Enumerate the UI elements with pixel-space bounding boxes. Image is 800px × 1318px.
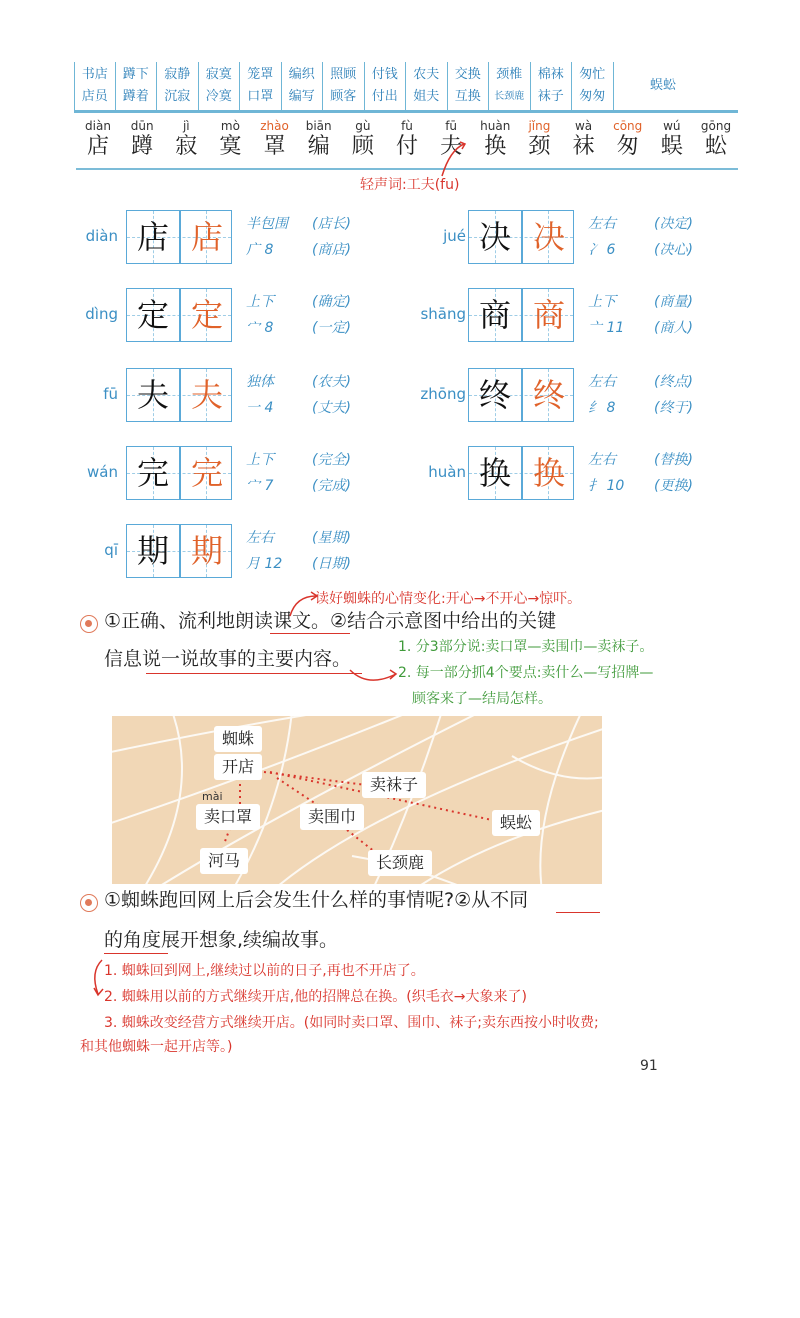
char-radical-strokes: 一 4: [246, 400, 274, 416]
char-structure: 上下: [246, 294, 274, 310]
pinyin: dūn: [130, 119, 154, 133]
char-pinyin: dìng: [85, 305, 118, 323]
word-entry: 蹲下: [122, 67, 149, 82]
character: 蹲: [131, 134, 154, 159]
char-word: (一定): [312, 320, 351, 336]
word-entry: 编写: [288, 89, 315, 104]
pinyin-char-pair: [120, 118, 164, 160]
word-table: [74, 62, 738, 110]
underline: [104, 953, 168, 954]
character: 蜈: [660, 134, 683, 159]
char-word: (农夫): [312, 374, 351, 390]
char-model: 夫: [136, 376, 169, 414]
node-spider: 蜘蛛: [214, 726, 262, 752]
char-practice-box: [126, 368, 232, 422]
word-entry: 编织: [288, 67, 315, 82]
char-radical-strokes: 广 8: [246, 242, 274, 258]
word-entry: 笼罩: [247, 67, 274, 82]
char-model: 期: [136, 532, 169, 570]
pinyin: cōng: [613, 119, 643, 133]
char-structure-info: [246, 525, 282, 577]
pinyin: fū: [445, 119, 458, 133]
char-model: 店: [136, 218, 169, 256]
char-radical-strokes: 月 12: [246, 556, 283, 572]
char-word: (星期): [312, 530, 351, 546]
task2-red-4: 和其他蜘蛛一起开店等。): [80, 1039, 233, 1055]
word-entry: 蜈蚣: [649, 78, 676, 93]
word-entry: 交换: [454, 67, 481, 82]
task1-green-2: 2. 每一部分抓4个要点:卖什么—写招牌—: [398, 665, 654, 681]
pinyin-char-pair: [517, 118, 561, 160]
char-pinyin: diàn: [85, 227, 118, 245]
character: 蚣: [704, 134, 727, 159]
char-trace: 期: [190, 532, 223, 570]
arrow-annotation: [348, 660, 400, 690]
char-word: (决定): [654, 216, 693, 232]
pinyin-char-pair: [385, 118, 429, 160]
char-words: [654, 447, 693, 499]
word-entry: 袜子: [537, 89, 564, 104]
char-pinyin: shāng: [420, 305, 466, 323]
pinyin: huàn: [480, 119, 511, 133]
char-structure: 上下: [246, 452, 274, 468]
char-structure: 独体: [246, 374, 274, 390]
task2-line1: ①蜘蛛跑回网上后会发生什么样的事情呢?②从不同: [104, 889, 529, 911]
word-entry: 店员: [81, 89, 108, 104]
word-entry: 匆匆: [579, 89, 606, 104]
node-open-shop: 开店: [214, 754, 262, 780]
task-icon: [80, 615, 98, 633]
word-table-cell: [406, 62, 448, 110]
spiderweb-background: [112, 716, 602, 884]
light-tone-note: 轻声词:工夫(fu): [360, 177, 460, 193]
arrow-annotation: [440, 140, 470, 180]
char-radical-strokes: 宀 8: [246, 320, 274, 336]
char-pinyin: qī: [104, 541, 118, 559]
word-table-cell: [572, 62, 614, 110]
character: 寞: [219, 134, 242, 159]
char-radical-strokes: 纟 8: [588, 400, 616, 416]
pinyin-char-pair: [694, 118, 738, 160]
char-word: (丈夫): [312, 400, 351, 416]
char-trace: 换: [532, 454, 565, 492]
char-word: (商店): [312, 242, 351, 258]
char-practice-box: [126, 288, 232, 342]
char-words: [312, 525, 351, 577]
char-pinyin: jué: [443, 227, 466, 245]
word-table-cell: [199, 62, 241, 110]
node-giraffe: 长颈鹿: [368, 850, 432, 876]
page-number: 91: [640, 1058, 658, 1074]
word-entry: 付出: [371, 89, 398, 104]
word-table-cell: [116, 62, 158, 110]
char-structure: 左右: [588, 452, 616, 468]
char-radical-strokes: 扌 10: [588, 478, 625, 494]
char-word: (终于): [654, 400, 693, 416]
char-practice-box: [126, 210, 232, 264]
word-entry: 长颈鹿: [494, 91, 525, 102]
char-words: [312, 211, 351, 263]
char-word: (替换): [654, 452, 693, 468]
task-icon: [80, 894, 98, 912]
word-table-cell: [489, 62, 531, 110]
char-pinyin: huàn: [428, 463, 466, 481]
character: 袜: [572, 134, 595, 159]
word-entry: 顾客: [330, 89, 357, 104]
word-table-cell: [531, 62, 573, 110]
task1-green-1: 1. 分3部分说:卖口罩—卖围巾—卖袜子。: [398, 639, 654, 655]
char-word: (完全): [312, 452, 351, 468]
char-words: [654, 211, 693, 263]
task2-line2: 的角度展开想象,续编故事。: [104, 929, 339, 951]
pinyin: fù: [401, 119, 413, 133]
word-entry: 蹲着: [122, 89, 149, 104]
pinyin-char-pair: [562, 118, 606, 160]
char-words: [312, 369, 351, 421]
char-model: 决: [478, 218, 511, 256]
task2-red-3: 3. 蜘蛛改变经营方式继续开店。(如同时卖口罩、围巾、袜子;卖东西按小时收费;: [104, 1015, 599, 1031]
char-radical-strokes: 宀 7: [246, 478, 274, 494]
char-word: (日期): [312, 556, 351, 572]
word-table-cell: [448, 62, 490, 110]
character: 颈: [528, 134, 551, 159]
character: 店: [86, 134, 109, 159]
char-word: (终点): [654, 374, 693, 390]
char-trace: 商: [532, 296, 565, 334]
pinyin-row: [76, 118, 738, 160]
char-structure-info: [588, 447, 624, 499]
pinyin: diàn: [85, 119, 111, 133]
divider: [76, 168, 738, 170]
char-practice-box: [468, 446, 574, 500]
underline: [270, 633, 350, 634]
char-practice-box: [468, 210, 574, 264]
char-model: 完: [136, 454, 169, 492]
char-word: (确定): [312, 294, 351, 310]
word-entry: 寂寞: [205, 67, 232, 82]
character: 寂: [175, 134, 198, 159]
pinyin: zhào: [260, 119, 289, 133]
pinyin: gù: [355, 119, 371, 133]
char-pinyin: wán: [87, 463, 118, 481]
word-entry: 照顾: [330, 67, 357, 82]
pinyin-char-pair: [297, 118, 341, 160]
char-structure: 左右: [588, 216, 616, 232]
underline: [146, 673, 362, 674]
char-structure-info: [588, 369, 616, 421]
word-entry: 冷寞: [205, 89, 232, 104]
char-practice-box: [126, 524, 232, 578]
char-practice-box: [126, 446, 232, 500]
task1-annotation: 读好蜘蛛的心情变化:开心→不开心→惊吓。: [315, 591, 582, 607]
pinyin: biān: [305, 119, 332, 133]
char-structure-info: [246, 369, 274, 421]
pinyin-char-pair: [164, 118, 208, 160]
char-structure: 左右: [588, 374, 616, 390]
story-diagram: [112, 716, 602, 884]
word-entry: 颈椎: [496, 67, 523, 82]
pinyin: gōng: [700, 119, 732, 133]
char-structure-info: [246, 289, 274, 341]
char-words: [312, 447, 351, 499]
char-word: (更换): [654, 478, 693, 494]
word-entry: 书店: [81, 67, 108, 82]
char-model: 定: [136, 296, 169, 334]
word-entry: 付钱: [371, 67, 398, 82]
char-practice-box: [468, 368, 574, 422]
char-structure: 上下: [588, 294, 616, 310]
task2-red-1: 1. 蜘蛛回到网上,继续过以前的日子,再也不开店了。: [104, 963, 425, 979]
word-table-cell: [365, 62, 407, 110]
pinyin-char-pair: [76, 118, 120, 160]
word-entry: 棉袜: [537, 67, 564, 82]
char-trace: 完: [190, 454, 223, 492]
word-entry: 口罩: [247, 89, 274, 104]
pinyin-char-pair: [208, 118, 252, 160]
pinyin: wú: [663, 119, 681, 133]
char-model: 终: [478, 376, 511, 414]
pinyin-char-pair: [341, 118, 385, 160]
character: 顾: [351, 134, 374, 159]
char-trace: 定: [190, 296, 223, 334]
word-entry: 农夫: [413, 67, 440, 82]
task2-red-2: 2. 蜘蛛用以前的方式继续开店,他的招牌总在换。(织毛衣→大象来了): [104, 989, 527, 1005]
char-word: (商量): [654, 294, 693, 310]
word-table-cell: [74, 62, 116, 110]
word-table-cell: [282, 62, 324, 110]
char-radical-strokes: 冫 6: [588, 242, 616, 258]
word-entry: 寂静: [164, 67, 191, 82]
pinyin: jǐng: [528, 119, 551, 133]
task1-line1: ①正确、流利地朗读课文。②结合示意图中给出的关键: [104, 610, 557, 632]
mai-pinyin: mài: [202, 790, 223, 803]
char-trace: 终: [532, 376, 565, 414]
character: 换: [484, 134, 507, 159]
pinyin: wà: [574, 119, 593, 133]
word-table-cell: [240, 62, 282, 110]
char-model: 商: [478, 296, 511, 334]
char-structure: 左右: [246, 530, 274, 546]
word-entry: 匆忙: [579, 67, 606, 82]
pinyin-char-pair: [253, 118, 297, 160]
char-practice-box: [468, 288, 574, 342]
bracket-annotation: [88, 958, 108, 998]
node-sell-scarf: 卖围巾: [300, 804, 364, 830]
char-words: [654, 369, 693, 421]
char-pinyin: fū: [103, 385, 118, 403]
character: 付: [395, 134, 418, 159]
char-words: [654, 289, 693, 341]
char-word: (决心): [654, 242, 693, 258]
char-structure-info: [246, 447, 274, 499]
word-table-cell: [323, 62, 365, 110]
char-structure-info: [588, 211, 616, 263]
word-table-cell: [157, 62, 199, 110]
character: 夫: [440, 134, 463, 159]
char-word: (店长): [312, 216, 351, 232]
char-words: [312, 289, 351, 341]
char-structure-info: [588, 289, 624, 341]
char-structure: 半包围: [246, 216, 288, 232]
char-radical-strokes: 亠 11: [588, 320, 625, 336]
node-hippo: 河马: [200, 848, 248, 874]
character: 匆: [616, 134, 639, 159]
pinyin: jì: [182, 119, 190, 133]
pinyin-char-pair: [650, 118, 694, 160]
char-trace: 店: [190, 218, 223, 256]
word-table-cell: [614, 62, 713, 110]
word-entry: 沉寂: [164, 89, 191, 104]
word-entry: 互换: [454, 89, 481, 104]
char-pinyin: zhōng: [420, 385, 466, 403]
task1-line2: 信息说一说故事的主要内容。: [104, 648, 352, 670]
underline: [556, 912, 600, 913]
char-trace: 夫: [190, 376, 223, 414]
char-word: (完成): [312, 478, 351, 494]
char-word: (商人): [654, 320, 693, 336]
node-sell-mask: 卖口罩: [196, 804, 260, 830]
character: 编: [307, 134, 330, 159]
char-trace: 决: [532, 218, 565, 256]
word-entry: 姐夫: [413, 89, 440, 104]
pinyin-char-pair: [473, 118, 517, 160]
node-centipede: 蜈蚣: [492, 810, 540, 836]
task1-green-3: 顾客来了—结局怎样。: [412, 691, 552, 707]
node-sell-socks: 卖袜子: [362, 772, 426, 798]
pinyin-char-pair: [606, 118, 650, 160]
char-structure-info: [246, 211, 288, 263]
character: 罩: [263, 134, 286, 159]
pinyin: mò: [220, 119, 240, 133]
char-model: 换: [478, 454, 511, 492]
